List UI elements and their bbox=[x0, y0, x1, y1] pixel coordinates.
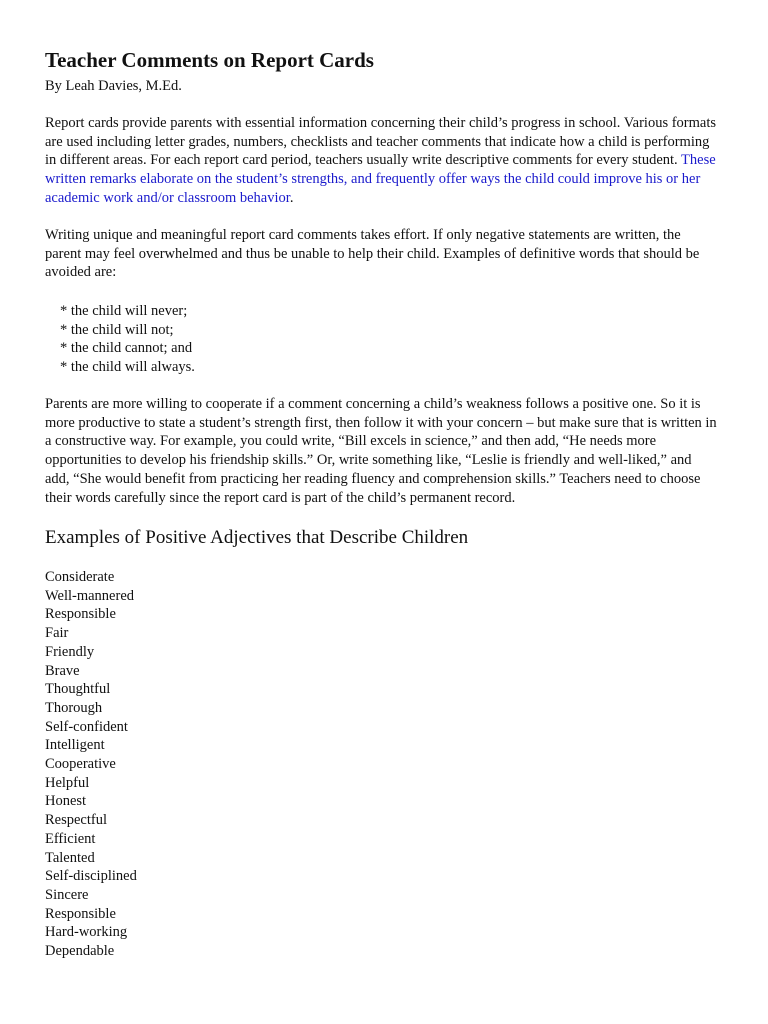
list-item: * the child will always. bbox=[60, 359, 195, 376]
intro-text: Report cards provide parents with essential information concerning their child’s progress in school. Various formats are used including letter grades, numbers, checklists and teacher comments that indicate how a child is performing in different areas. For each report card period, teachers usually write descriptive comments for every student. bbox=[45, 115, 717, 169]
list-item: * the child cannot; and bbox=[60, 340, 193, 357]
adjective-item: Hard-working bbox=[45, 924, 128, 941]
adjective-item: Self-disciplined bbox=[45, 868, 137, 885]
adjective-item: Responsible bbox=[45, 905, 116, 922]
author-byline: By Leah Davies, M.Ed. bbox=[45, 78, 182, 94]
adjective-item: Cooperative bbox=[45, 756, 116, 773]
page-title: Teacher Comments on Report Cards bbox=[45, 48, 374, 72]
adjectives-heading: Examples of Positive Adjectives that Describe Children bbox=[45, 527, 469, 548]
adjective-item: Efficient bbox=[45, 830, 96, 847]
adjective-item: Intelligent bbox=[45, 737, 105, 754]
adjectives-list bbox=[45, 568, 137, 961]
adjective-item: Sincere bbox=[45, 886, 89, 903]
adjective-item: Well-mannered bbox=[45, 587, 135, 604]
adjective-item: Helpful bbox=[45, 774, 90, 791]
intro-end: . bbox=[289, 189, 294, 206]
effort-paragraph: Writing unique and meaningful report card comments takes effort. If only negative statements are written, the parent may feel overwhelmed and thus be unable to help their child. Examples of definitive words that should be avoided are: bbox=[45, 227, 700, 281]
cooperate-paragraph: Parents are more willing to cooperate if a comment concerning a child’s weakness follows a positive one. So it is more productive to state a student’s strength first, then follow it with your concern – but make sure that is written in a constructive way. For example, you could write, “Bill excels in science,” and then add, “He needs more opportunities to develop his friendship skills.” Or, write something like, “Leslie is friendly and well-liked,” and add, “She would benefit from practicing her reading fluency and comprehension skills.” Teachers need to choose their words carefully since the report card is part of the child’s permanent record. bbox=[45, 396, 717, 506]
adjective-item: Thoughtful bbox=[45, 681, 111, 698]
adjective-item: Thorough bbox=[45, 699, 103, 716]
adjective-item: Considerate bbox=[45, 569, 115, 585]
adjective-item: Talented bbox=[45, 849, 95, 866]
intro-paragraph bbox=[45, 114, 717, 208]
list-item: * the child will never; bbox=[60, 303, 188, 319]
adjective-item: Dependable bbox=[45, 943, 115, 960]
highlighted-link-text[interactable]: These written remarks elaborate on the student’s strengths, and frequently offer ways the child could improve his or her academic work and/or classroom behavior bbox=[45, 152, 716, 206]
adjective-item: Brave bbox=[45, 662, 80, 679]
list-item: * the child will not; bbox=[60, 321, 174, 338]
adjective-item: Friendly bbox=[45, 643, 95, 660]
avoid-words-list bbox=[60, 302, 195, 377]
adjective-item: Responsible bbox=[45, 606, 116, 623]
adjective-item: Honest bbox=[45, 793, 87, 810]
adjective-item: Fair bbox=[45, 625, 69, 642]
adjective-item: Self-confident bbox=[45, 718, 128, 735]
adjective-item: Respectful bbox=[45, 812, 108, 829]
